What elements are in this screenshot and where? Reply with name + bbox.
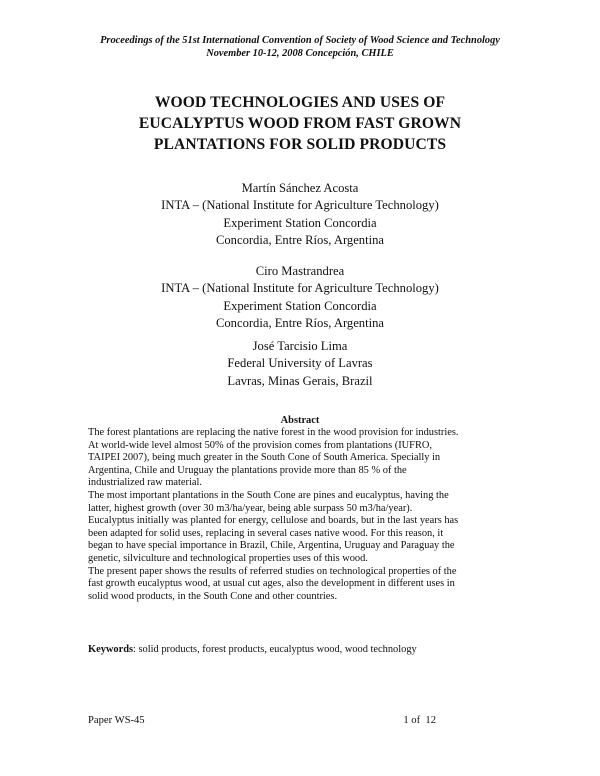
- abstract-line: latter, highest growth (over 30 m3/ha/year, being able surpass 50 m3/ha/year).: [88, 502, 413, 514]
- paper-title: [60, 92, 540, 155]
- title-line: WOOD TECHNOLOGIES AND USES OF: [154, 94, 446, 111]
- abstract-line: fast growth eucalyptus wood, at usual cut ages, also the development in different uses in: [88, 578, 455, 590]
- author-block: [0, 338, 600, 390]
- abstract-line: been adapted for solid uses, replacing in several cases native wood. For this reason, it: [88, 527, 444, 539]
- author-name: Ciro Mastrandrea: [255, 264, 345, 278]
- proceedings-header: [0, 34, 600, 60]
- author-block: [0, 180, 600, 249]
- author-block: [0, 263, 600, 332]
- author-location: Concordia, Entre Ríos, Argentina: [215, 232, 384, 247]
- author-affiliation: INTA – (National Institute for Agriculture Technology): [161, 281, 439, 296]
- abstract-heading: Abstract: [280, 415, 320, 426]
- author-name: José Tarcisio Lima: [252, 339, 348, 353]
- header-line-2: November 10-12, 2008 Concepción, CHILE: [206, 48, 394, 59]
- author-affiliation: INTA – (National Institute for Agriculture Technology): [161, 198, 439, 213]
- author-location: Lavras, Minas Gerais, Brazil: [227, 373, 373, 388]
- abstract-line: The forest plantations are replacing the native forest in the wood provision for industries.: [88, 427, 459, 438]
- keywords-text: : solid products, forest products, eucalyptus wood, wood technology: [133, 644, 417, 655]
- author-unit: Experiment Station Concordia: [223, 215, 377, 230]
- abstract-line: Eucalyptus initially was planted for energy, cellulose and boards, but in the last years has: [88, 515, 459, 527]
- title-line: PLANTATIONS FOR SOLID PRODUCTS: [153, 136, 447, 153]
- author-location: Concordia, Entre Ríos, Argentina: [215, 315, 384, 330]
- page-number: 1 of 12: [403, 715, 436, 726]
- paper-id: Paper WS-45: [88, 715, 145, 726]
- abstract-line: began to have special importance in Brazil, Chile, Argentina, Uruguay and Paraguay the: [88, 540, 455, 552]
- abstract-line: The most important plantations in the South Cone are pines and eucalyptus, having the: [88, 489, 449, 501]
- abstract-line: industrialized raw material.: [88, 477, 202, 489]
- author-affiliation: Federal University of Lavras: [227, 356, 373, 371]
- keywords-label: Keywords: [88, 644, 134, 655]
- abstract-line: The present paper shows the results of referred studies on technological properties of the: [88, 565, 457, 577]
- abstract-line: Argentina, Chile and Uruguay the plantations provide more than 85 % of the: [88, 464, 407, 476]
- abstract-line: At world-wide level almost 50% of the provision comes from plantations (IUFRO,: [88, 439, 432, 451]
- abstract-line: solid wood products, in the South Cone and other countries.: [88, 590, 338, 602]
- header-line-1: Proceedings of the 51st International Convention of Society of Wood Science and Technology: [100, 35, 500, 46]
- author-name: Martín Sánchez Acosta: [241, 181, 359, 195]
- title-line: EUCALYPTUS WOOD FROM FAST GROWN: [138, 115, 462, 132]
- abstract-line: genetic, silviculture and technological properties uses of this wood.: [88, 552, 368, 564]
- author-unit: Experiment Station Concordia: [223, 298, 377, 313]
- keywords-line: [88, 643, 548, 656]
- abstract-line: TAIPEI 2007), being much greater in the South Cone of South America. Specially in: [88, 452, 441, 464]
- abstract-body: [88, 427, 528, 603]
